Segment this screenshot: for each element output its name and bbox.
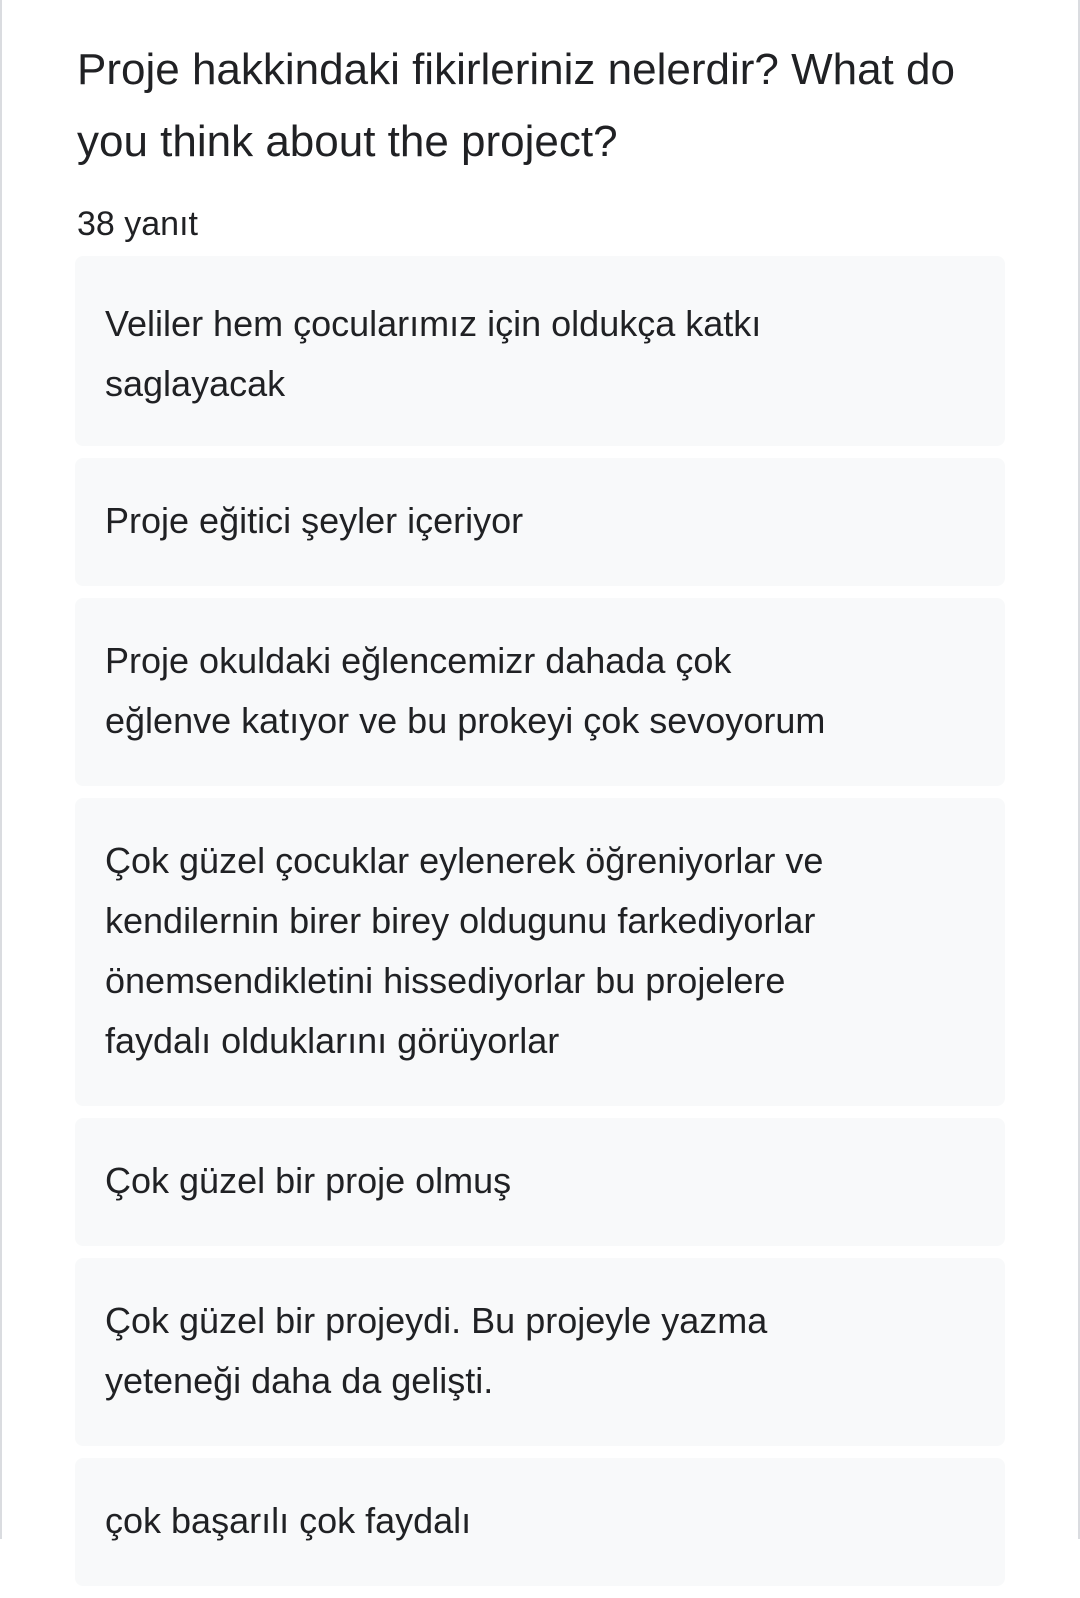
response-item: Veliler hem çocularımız için oldukça katkı saglayacak [75,256,1005,446]
responses-list [75,256,1005,1598]
response-item: Çok güzel çocuklar eylenerek öğreniyorlar ve kendilernin birer birey oldugunu farkediyorlar önemsendikletini hissediyorlar bu projelere faydalı olduklarını görüyorlar [75,798,1005,1106]
response-count: 38 yanıt [77,205,198,243]
response-item: Çok güzel bir proje olmuş [75,1118,1005,1246]
response-item: Proje okuldaki eğlencemizr dahada çok eğlenve katıyor ve bu prokeyi çok sevoyorum [75,598,1005,786]
response-item: çok başarılı çok faydalı [75,1458,1005,1586]
response-item: Proje eğitici şeyler içeriyor [75,458,1005,586]
response-item: Çok güzel bir projeydi. Bu projeyle yazma yeteneği daha da gelişti. [75,1258,1005,1446]
question-title: Proje hakkindaki fikirleriniz nelerdir? What do you think about the project? [77,45,955,166]
responses-scroll-area[interactable] [75,303,1005,1541]
